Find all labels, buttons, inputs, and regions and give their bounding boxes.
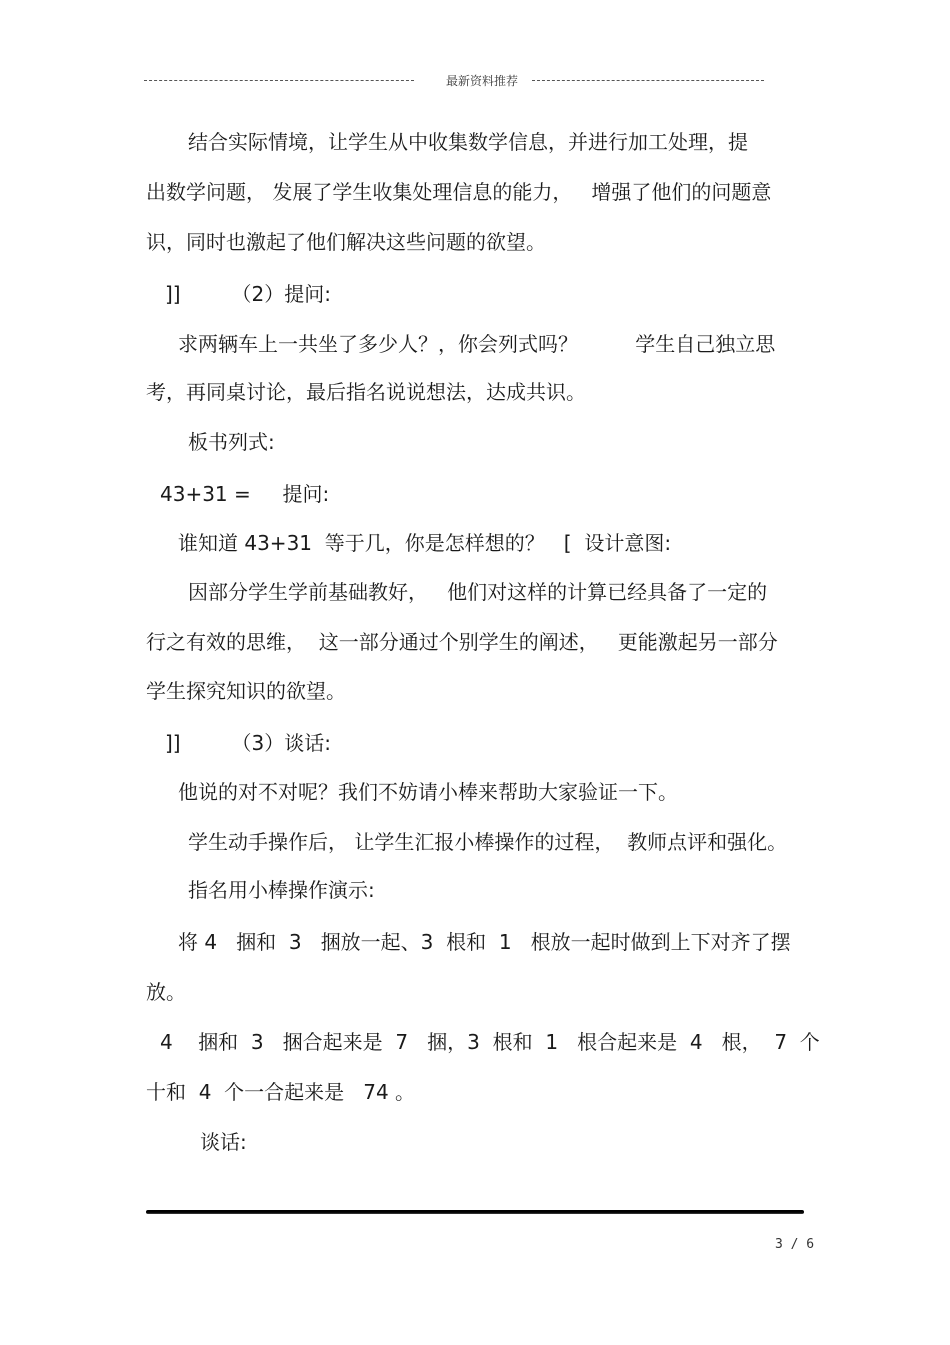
- body-line: 十和 4 个一合起来是 74 。: [146, 1080, 416, 1104]
- body-line: 学生动手操作后， 让学生汇报小棒操作的过程， 教师点评和强化。: [188, 830, 788, 854]
- body-line: 行之有效的思维， 这一部分通过个别学生的阐述， 更能激起另一部分: [146, 630, 778, 654]
- body-line: 4 捆和 3 捆合起来是 7 捆，3 根和 1 根合起来是 4 根， 7 个: [160, 1030, 820, 1054]
- body-line: 谁知道 43+31 等于几，你是怎样想的？ [ 设计意图:: [178, 531, 672, 555]
- header-dash-left: [144, 80, 414, 81]
- body-line: ]] （2）提问:: [165, 282, 331, 306]
- body-line: 学生探究知识的欲望。: [146, 679, 346, 703]
- body-line: 因部分学生学前基础教好， 他们对这样的计算已经具备了一定的: [188, 580, 768, 604]
- header-dash-right: [532, 80, 764, 81]
- body-line: 出数学问题， 发展了学生收集处理信息的能力， 增强了他们的问题意: [146, 180, 772, 204]
- body-line: 板书列式:: [188, 430, 275, 454]
- body-line: 将 4 捆和 3 捆放一起、3 根和 1 根放一起时做到上下对齐了摆: [178, 930, 791, 954]
- body-line: 他说的对不对呢？我们不妨请小棒来帮助大家验证一下。: [178, 780, 678, 804]
- body-line: 求两辆车上一共坐了多少人？，你会列式吗？ 学生自己独立思: [178, 332, 776, 356]
- footer-rule: [146, 1210, 804, 1214]
- body-line: 放。: [146, 980, 186, 1004]
- body-line: 指名用小棒操作演示:: [188, 878, 375, 902]
- body-line: 43+31 = 提问:: [160, 482, 330, 506]
- body-line: 结合实际情境，让学生从中收集数学信息，并进行加工处理，提: [188, 130, 748, 154]
- body-line: 识，同时也激起了他们解决这些问题的欲望。: [146, 230, 546, 254]
- body-line: 谈话:: [200, 1130, 247, 1154]
- page-number: 3 / 6: [775, 1237, 815, 1252]
- body-line: ]] （3）谈话:: [165, 731, 331, 755]
- body-line: 考，再同桌讨论，最后指名说说想法，达成共识。: [146, 380, 586, 404]
- header-title: 最新资料推荐: [446, 74, 519, 88]
